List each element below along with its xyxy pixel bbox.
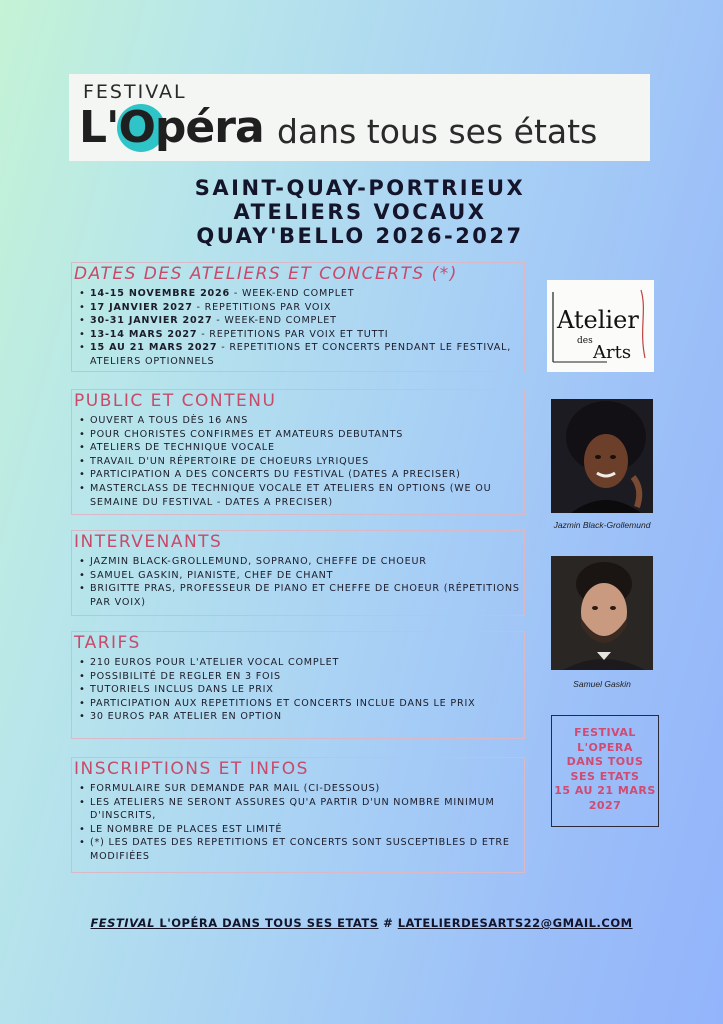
festival-box-line: SES ETATS [570, 769, 640, 783]
public-list-item: • OUVERT A TOUS DÈS 16 ANS [78, 414, 524, 428]
atelier-logo-word-2: des [577, 336, 593, 346]
festival-dates-box [551, 715, 659, 827]
public-section [71, 389, 525, 515]
dates-item-text: - WEEK-END COMPLET [229, 288, 355, 299]
dates-list-item [78, 301, 524, 315]
public-list [72, 414, 524, 509]
atelier-logo-word-1: Atelier [557, 306, 639, 334]
samuel-caption: Samuel Gaskin [573, 679, 631, 689]
festival-box-line: L'OPERA [577, 740, 633, 754]
dates-list-item [78, 341, 524, 368]
footer-contact [60, 916, 663, 930]
samuel-portrait-image [551, 556, 653, 670]
samuel-photo [551, 556, 653, 670]
jazmin-portrait-image [551, 399, 653, 513]
dates-item-date: 14-15 NOVEMBRE 2026 [90, 288, 230, 299]
dates-item-date: 13-14 MARS 2027 [90, 328, 198, 340]
dates-list-item [78, 328, 524, 342]
logo-tagline: dans tous ses états [277, 112, 598, 151]
tarifs-section [71, 631, 525, 739]
intervenants-list [72, 555, 524, 609]
intervenants-list-item: • SAMUEL GASKIN, PIANISTE, CHEF DE CHANT [78, 569, 524, 583]
public-list-item: • PARTICIPATION A DES CONCERTS DU FESTIVAL (DATES A PRECISER) [78, 468, 524, 482]
public-section-title: PUBLIC ET CONTENU [74, 391, 277, 411]
dates-list-item [78, 287, 524, 301]
tarifs-list [72, 656, 524, 724]
public-list-item: • TRAVAIL D'UN RÉPERTOIRE DE CHOEURS LYRIQUES [78, 455, 524, 469]
intervenants-section [71, 530, 525, 616]
intervenants-list-item: • JAZMIN BLACK-GROLLEMUND, SOPRANO, CHEFFE DE CHOEUR [78, 555, 524, 569]
dates-list [72, 287, 524, 369]
dates-item-text: - REPETITIONS PAR VOIX ET TUTTI [197, 328, 389, 340]
dates-item-date: 17 JANVIER 2027 [90, 301, 193, 313]
festival-logo-banner [69, 74, 650, 161]
festival-box-line: 2027 [588, 798, 622, 812]
atelier-des-arts-logo [547, 280, 654, 372]
inscriptions-list [72, 782, 524, 864]
inscriptions-list-item: • (*) LES DATES DES REPETITIONS ET CONCERTS SONT SUSCEPTIBLES D ETRE MODIFIÉES [78, 836, 524, 863]
title-line-2: ATELIERS VOCAUX [233, 200, 487, 224]
inscriptions-section-title: INSCRIPTIONS ET INFOS [74, 759, 309, 779]
footer-separator: # [378, 916, 398, 930]
inscriptions-section [71, 757, 525, 873]
jazmin-photo [551, 399, 653, 513]
tarifs-list-item: • TUTORIELS INCLUS DANS LE PRIX [78, 683, 524, 697]
dates-item-text: - WEEK-END COMPLET [212, 315, 337, 327]
public-list-item: • POUR CHORISTES CONFIRMES ET AMATEURS DEBUTANTS [78, 428, 524, 442]
inscriptions-list-item: • LE NOMBRE DE PLACES EST LIMITÉ [78, 823, 524, 837]
inscriptions-list-item: • LES ATELIERS NE SERONT ASSURES QU'A PARTIR D'UN NOMBRE MINIMUM D'INSCRITS, [78, 796, 524, 823]
dates-section-title: DATES DES ATELIERS ET CONCERTS (*) [74, 264, 458, 284]
title-line-3: QUAY'BELLO 2026-2027 [196, 224, 524, 248]
dates-item-text: - REPETITIONS PAR VOIX [192, 301, 332, 313]
tarifs-list-item: • 210 EUROS POUR L'ATELIER VOCAL COMPLET [78, 656, 524, 670]
dates-list-item [78, 314, 524, 328]
footer-festival-word: FESTIVAL [90, 916, 155, 930]
dates-item-date: 15 AU 21 MARS 2027 [90, 342, 218, 354]
title-line-1: SAINT-QUAY-PORTRIEUX [194, 176, 526, 200]
logo-opera-word: L'Opéra [79, 102, 264, 153]
footer-festival-name [90, 916, 378, 930]
public-list-item: • ATELIERS DE TECHNIQUE VOCALE [78, 441, 524, 455]
festival-box-line: FESTIVAL [574, 726, 636, 739]
intervenants-section-title: INTERVENANTS [74, 532, 223, 552]
intervenants-list-item: • BRIGITTE PRAS, PROFESSEUR DE PIANO ET CHEFFE DE CHOEUR (RÉPETITIONS PAR VOIX) [78, 582, 524, 609]
footer-email-link[interactable]: LATELIERDESARTS22@GMAIL.COM [397, 916, 633, 930]
dates-section [71, 262, 525, 372]
festival-box-line: DANS TOUS [566, 755, 644, 768]
jazmin-caption: Jazmin Black-Grollemund [553, 520, 651, 530]
atelier-logo-graphic [547, 280, 654, 372]
tarifs-list-item: • POSSIBILITÉ DE REGLER EN 3 FOIS [78, 670, 524, 684]
footer-festival-title: L'OPÉRA DANS TOUS SES ETATS [154, 916, 379, 930]
festival-box-line: 15 AU 21 MARS [554, 784, 656, 797]
public-list-item: • MASTERCLASS DE TECHNIQUE VOCALE ET ATELIERS EN OPTIONS (WE OU SEMAINE DU FESTIVAL - DATES A PRECISER) [78, 482, 524, 509]
tarifs-section-title: TARIFS [74, 633, 141, 653]
inscriptions-list-item: • FORMULAIRE SUR DEMANDE PAR MAIL (CI-DESSOUS) [78, 782, 524, 796]
dates-item-text: - REPETITIONS ET CONCERTS PENDANT LE FESTIVAL, ATELIERS OPTIONNELS [90, 342, 512, 367]
tarifs-list-item: • 30 EUROS PAR ATELIER EN OPTION [78, 710, 524, 724]
dates-item-date: 30-31 JANVIER 2027 [90, 315, 213, 327]
tarifs-list-item: • PARTICIPATION AUX REPETITIONS ET CONCERTS INCLUE DANS LE PRIX [78, 697, 524, 711]
logo-festival-word: FESTIVAL [83, 81, 187, 103]
atelier-logo-word-3: Arts [593, 342, 632, 363]
